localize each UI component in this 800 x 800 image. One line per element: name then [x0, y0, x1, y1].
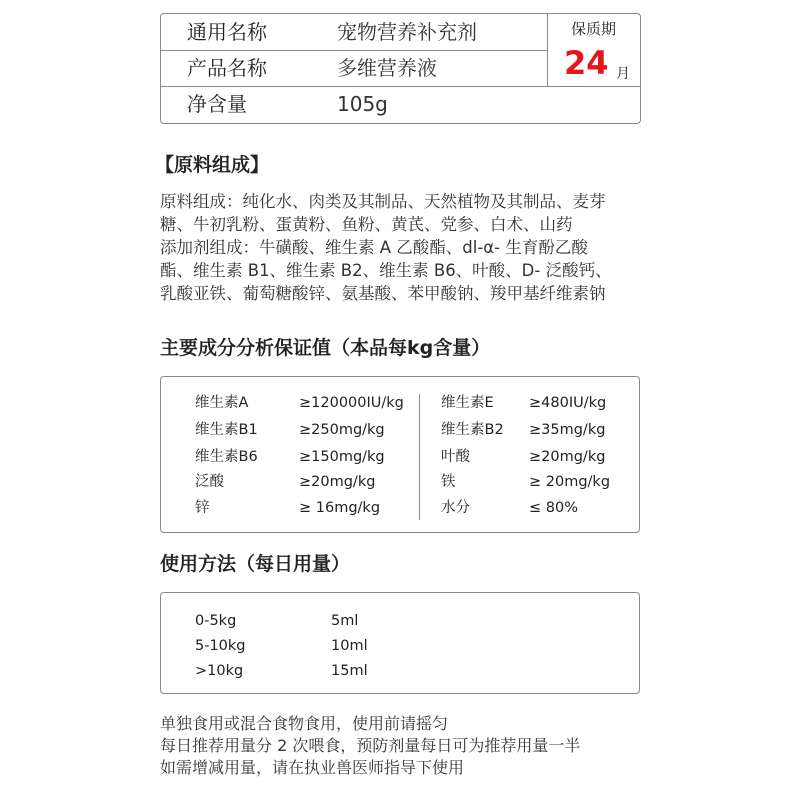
dosage-amount: 5ml	[331, 613, 359, 629]
generic-name-row	[161, 14, 547, 51]
dosage-weight: >10kg	[195, 663, 244, 679]
analysis-value: ≥ 20mg/kg	[529, 474, 611, 490]
ingredients-line: 添加剂组成：牛磺酸、维生素 A 乙酸酯、dl-α- 生育酚乙酸	[160, 238, 588, 257]
product-name-label: 产品名称	[187, 56, 267, 80]
analysis-name: 锌	[195, 500, 210, 516]
product-name-value: 多维营养液	[337, 56, 437, 80]
ingredients-line: 酯、维生素 B1、维生素 B2、维生素 B6、叶酸、D- 泛酸钙、	[160, 261, 612, 280]
analysis-value: ≥250mg/kg	[299, 422, 385, 438]
dosage-heading: 使用方法（每日用量）	[160, 553, 351, 575]
analysis-column-divider	[419, 394, 420, 520]
analysis-value: ≥120000IU/kg	[299, 395, 404, 411]
analysis-name: 维生素B2	[441, 422, 504, 438]
shelf-life-number: 24	[564, 44, 609, 82]
analysis-name: 维生素B6	[195, 449, 258, 465]
analysis-name: 维生素E	[441, 395, 494, 411]
usage-note: 每日推荐用量分 2 次喂食，预防剂量每日可为推荐用量一半	[160, 736, 581, 755]
product-info-box	[160, 13, 641, 124]
net-content-row	[161, 86, 547, 122]
net-content-label: 净含量	[187, 92, 247, 116]
analysis-value: ≥35mg/kg	[529, 422, 606, 438]
analysis-value: ≤ 80%	[529, 500, 578, 516]
analysis-value: ≥480IU/kg	[529, 395, 607, 411]
dosage-amount: 10ml	[331, 638, 368, 654]
ingredients-line: 乳酸亚铁、葡萄糖酸锌、氨基酸、苯甲酸钠、羧甲基纤维素钠	[160, 284, 606, 303]
usage-note: 如需增减用量，请在执业兽医师指导下使用	[160, 758, 465, 777]
analysis-name: 维生素A	[195, 395, 249, 411]
ingredients-text	[160, 190, 640, 305]
dosage-weight: 5-10kg	[195, 638, 246, 654]
ingredients-heading: 【原料组成】	[155, 154, 270, 176]
analysis-table	[160, 376, 640, 533]
generic-name-label: 通用名称	[187, 20, 267, 44]
analysis-name: 泛酸	[195, 474, 224, 490]
shelf-life-bottom-border	[547, 86, 640, 87]
analysis-heading: 主要成分分析保证值（本品每kg含量）	[160, 337, 491, 359]
usage-notes	[160, 713, 640, 779]
shelf-life-title: 保质期	[570, 20, 616, 38]
ingredients-line: 原料组成：纯化水、肉类及其制品、天然植物及其制品、麦芽	[160, 192, 606, 211]
product-name-row	[161, 50, 547, 87]
analysis-value: ≥150mg/kg	[299, 449, 385, 465]
analysis-value: ≥ 16mg/kg	[299, 500, 381, 516]
generic-name-value: 宠物营养补充剂	[337, 20, 477, 44]
shelf-life-unit: 月	[616, 66, 630, 82]
dosage-table	[160, 592, 640, 694]
dosage-weight: 0-5kg	[195, 613, 237, 629]
dosage-amount: 15ml	[331, 663, 368, 679]
analysis-name: 维生素B1	[195, 422, 258, 438]
analysis-name: 水分	[441, 500, 470, 516]
analysis-value: ≥20mg/kg	[299, 474, 376, 490]
usage-note: 单独食用或混合食物食用，使用前请摇匀	[160, 714, 449, 733]
analysis-name: 叶酸	[441, 449, 470, 465]
analysis-value: ≥20mg/kg	[529, 449, 606, 465]
analysis-name: 铁	[441, 474, 456, 490]
ingredients-line: 糖、牛初乳粉、蛋黄粉、鱼粉、黄芪、党参、白术、山药	[160, 215, 573, 234]
net-content-value: 105g	[337, 92, 388, 116]
